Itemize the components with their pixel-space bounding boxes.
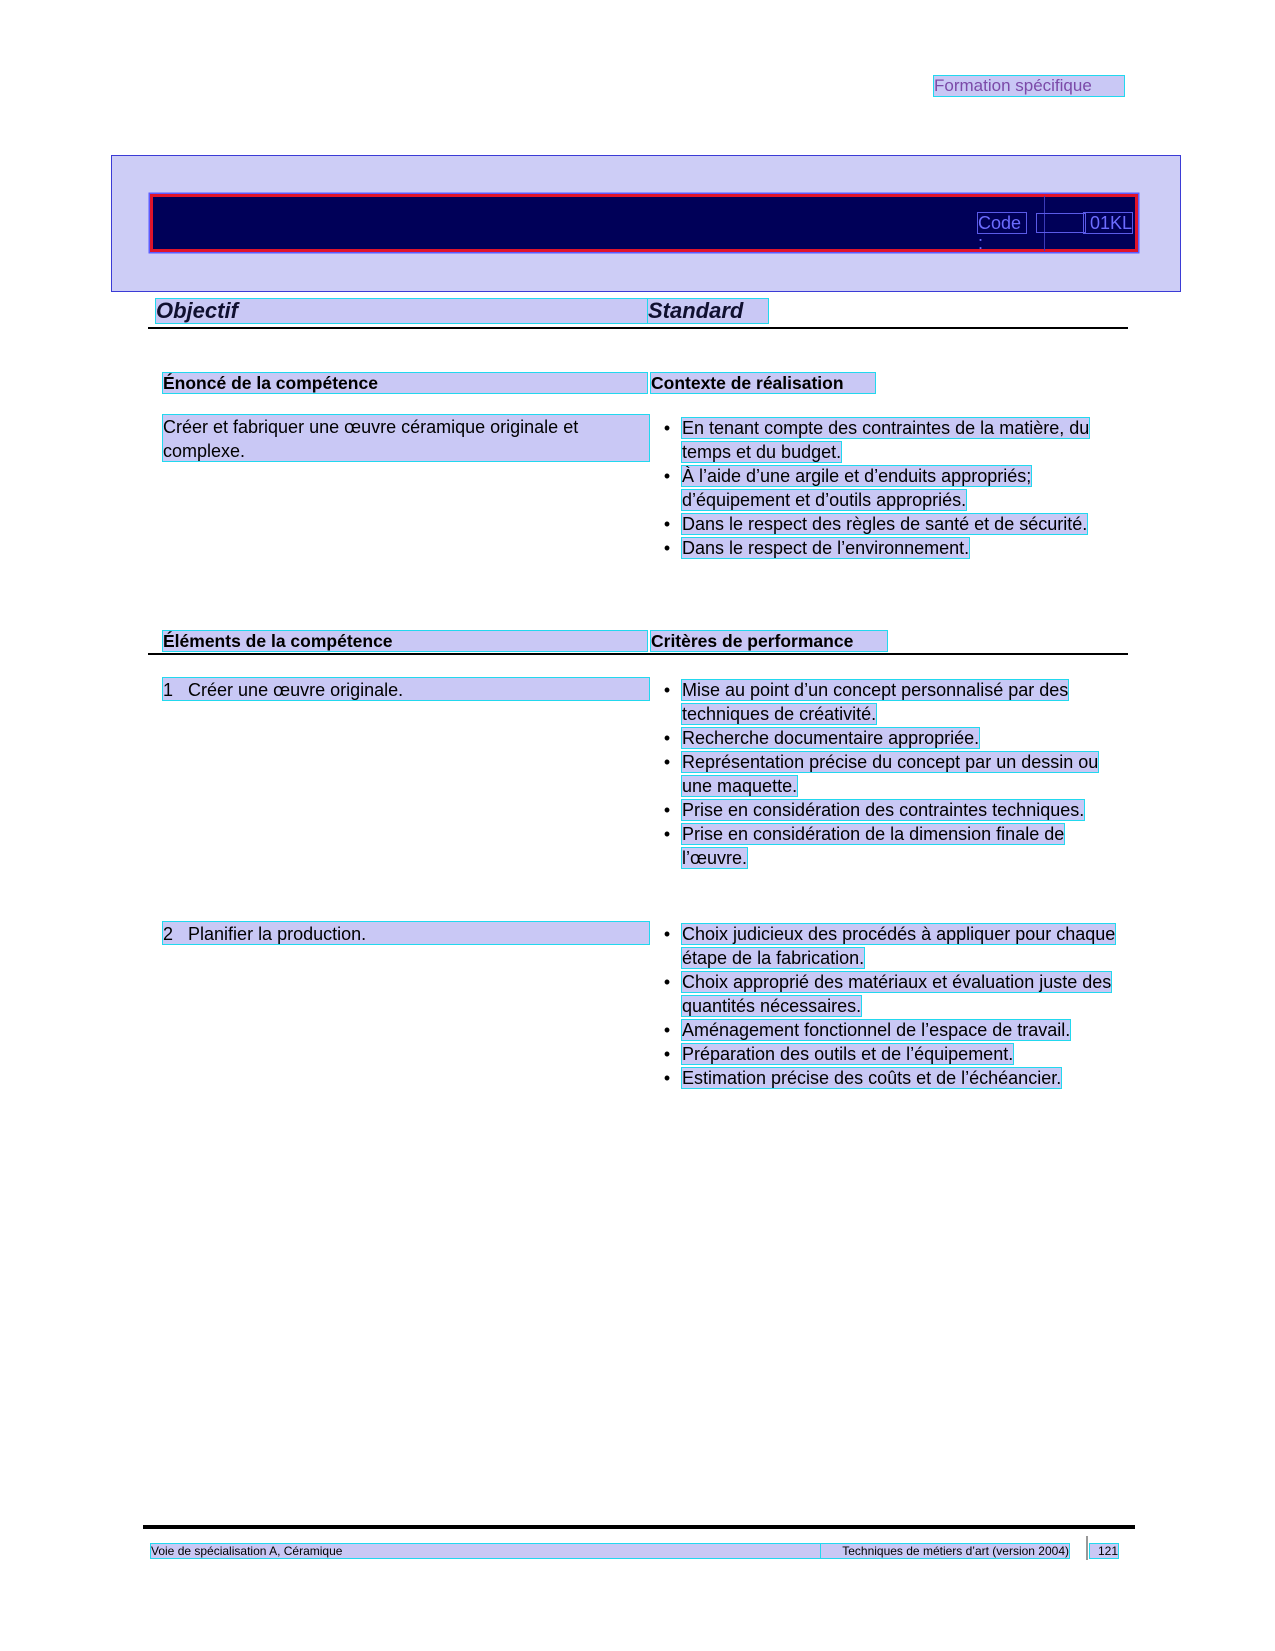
criteria-item: • Aménagement fonctionnel de l’espace de travail. bbox=[658, 1018, 1128, 1042]
bullet-icon: • bbox=[663, 752, 671, 772]
statement-heading: Énoncé de la compétence bbox=[163, 373, 647, 393]
criteria-item: • Estimation précise des coûts et de l’échéancier. bbox=[658, 1066, 1128, 1090]
objective-heading: Objectif bbox=[156, 299, 648, 323]
elements-rule bbox=[148, 653, 1128, 655]
bullet-icon: • bbox=[663, 972, 671, 992]
context-item: • En tenant compte des contraintes de la matière, du temps et du budget. bbox=[658, 416, 1128, 464]
bullet-icon: • bbox=[663, 824, 671, 844]
criteria-item: • Choix judicieux des procédés à appliquer pour chaque étape de la fabrication. bbox=[658, 922, 1128, 970]
standard-heading: Standard bbox=[648, 299, 768, 323]
criteria-heading: Critères de performance bbox=[651, 631, 887, 651]
criteria-list bbox=[658, 922, 1128, 1090]
bullet-icon: • bbox=[663, 1020, 671, 1040]
bullet-icon: • bbox=[663, 418, 671, 438]
footer-rule bbox=[143, 1525, 1135, 1529]
criteria-item: • Choix approprié des matériaux et évaluation juste des quantités nécessaires. bbox=[658, 970, 1128, 1018]
criteria-item: • Prise en considération de la dimension finale de l’œuvre. bbox=[658, 822, 1128, 870]
element-row bbox=[163, 922, 649, 944]
context-item: • À l’aide d’une argile et d’enduits appropriés; d’équipement et d’outils appropriés. bbox=[658, 464, 1128, 512]
footer-right: Techniques de métiers d’art (version 2004) bbox=[821, 1544, 1069, 1558]
context-list bbox=[658, 416, 1128, 560]
code-box bbox=[1037, 214, 1085, 232]
code-label: Code : bbox=[978, 213, 1026, 233]
criteria-item: • Représentation précise du concept par un dessin ou une maquette. bbox=[658, 750, 1128, 798]
elements-heading: Éléments de la compétence bbox=[163, 631, 647, 651]
page-number: 121 bbox=[1090, 1544, 1118, 1558]
bullet-icon: • bbox=[663, 514, 671, 534]
bullet-icon: • bbox=[663, 1068, 671, 1088]
footer-left: Voie de spécialisation A, Céramique bbox=[151, 1544, 821, 1558]
bullet-icon: • bbox=[663, 800, 671, 820]
bullet-icon: • bbox=[663, 538, 671, 558]
criteria-item: • Prise en considération des contraintes techniques. bbox=[658, 798, 1128, 822]
context-item: • Dans le respect de l’environnement. bbox=[658, 536, 1128, 560]
element-number: 1 bbox=[163, 680, 174, 700]
criteria-item: • Mise au point d’un concept personnalisé par des techniques de créativité. bbox=[658, 678, 1128, 726]
bullet-icon: • bbox=[663, 728, 671, 748]
competence-statement: Créer et fabriquer une œuvre céramique originale et complexe. bbox=[163, 415, 649, 461]
bullet-icon: • bbox=[663, 924, 671, 944]
bullet-icon: • bbox=[663, 680, 671, 700]
header-section-label: Formation spécifique bbox=[934, 76, 1124, 96]
context-item: • Dans le respect des règles de santé et de sécurité. bbox=[658, 512, 1128, 536]
criteria-list bbox=[658, 678, 1128, 870]
criteria-item: • Recherche documentaire appropriée. bbox=[658, 726, 1128, 750]
bullet-icon: • bbox=[663, 466, 671, 486]
footer-separator bbox=[1086, 1536, 1088, 1560]
bullet-icon: • bbox=[663, 1044, 671, 1064]
objective-rule bbox=[148, 327, 1128, 329]
element-label: Créer une œuvre originale. bbox=[188, 680, 404, 700]
element-row bbox=[163, 678, 649, 700]
code-value: 01KL bbox=[1084, 213, 1132, 233]
criteria-item: • Préparation des outils et de l’équipement. bbox=[658, 1042, 1128, 1066]
context-heading: Contexte de réalisation bbox=[651, 373, 875, 393]
element-number: 2 bbox=[163, 924, 174, 944]
element-label: Planifier la production. bbox=[188, 924, 367, 944]
